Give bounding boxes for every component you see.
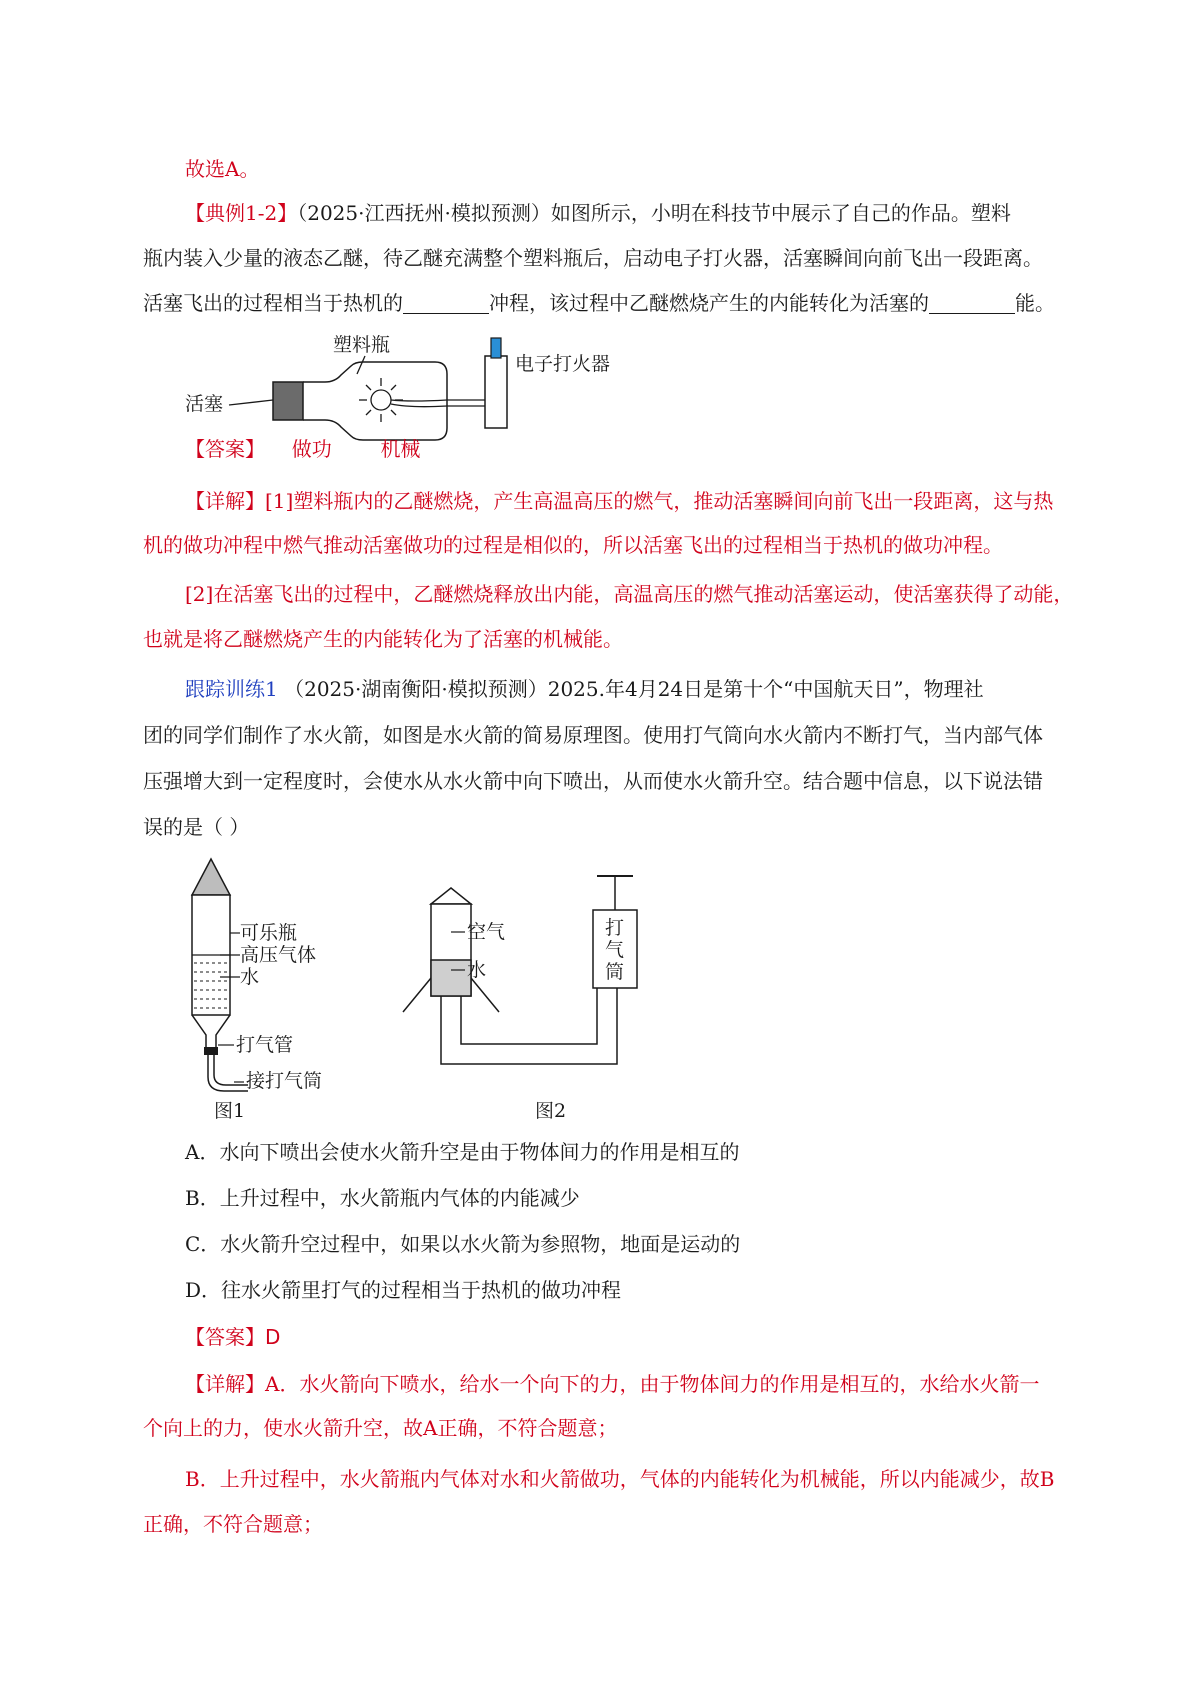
water-rocket-figure-2 <box>395 868 665 1090</box>
rocket-cone <box>192 859 230 895</box>
example-detail-1a <box>185 487 1053 515</box>
bottle-igniter-figure <box>185 330 611 440</box>
practice-line-3: 压强增大到一定程度时，会使水从水火箭中向下喷出，从而使水火箭升空。结合题中信息，以下说法错 <box>143 769 1043 793</box>
example-detail-1b: 机的做功冲程中燃气推动活塞做功的过程是相似的，所以活塞飞出的过程相当于热机的做功冲程。 <box>143 533 1003 557</box>
practice-line-2: 团的同学们制作了水火箭，如图是水火箭的简易原理图。使用打气筒向水火箭内不断打气，当内部气体 <box>143 723 1043 747</box>
option-b[interactable]: B．上升过程中，水火箭瓶内气体的内能减少 <box>185 1186 580 1210</box>
example-line-3 <box>143 289 1055 317</box>
practice-detail-a1-text: A．水火箭向下喷水，给水一个向下的力，由于物体间力的作用是相互的，水给水火箭一 <box>265 1372 1040 1396</box>
label-high-pressure-gas: 高压气体 <box>240 944 317 966</box>
connector <box>204 1047 218 1055</box>
practice-detail-b1: B．上升过程中，水火箭瓶内气体对水和火箭做功，气体的内能转化为机械能，所以内能减少，故B <box>185 1467 1055 1491</box>
detail-tag: 【详解】 <box>185 489 265 513</box>
label-connect-pump: 接打气筒 <box>246 1070 323 1092</box>
label-air-tube: 打气管 <box>236 1034 294 1056</box>
practice-detail-a1 <box>185 1370 1039 1398</box>
practice-tag: 跟踪训练1 <box>185 677 278 701</box>
label-igniter: 电子打火器 <box>515 353 611 375</box>
example-line-1-text: 如图所示，小明在科技节中展示了自己的作品。塑料 <box>550 201 1011 225</box>
option-a[interactable]: A．水向下喷出会使水火箭升空是由于物体间力的作用是相互的 <box>185 1140 740 1164</box>
option-c[interactable]: C．水火箭升空过程中，如果以水火箭为参照物，地面是运动的 <box>185 1232 741 1256</box>
answer-tag: 【答案】 <box>185 437 265 461</box>
igniter-body <box>485 356 507 428</box>
example-line-2: 瓶内装入少量的液态乙醚，待乙醚充满整个塑料瓶后，启动电子打火器，活塞瞬间向前飞出一段距离。 <box>143 246 1043 270</box>
example-detail-2a: [2]在活塞飞出的过程中，乙醚燃烧释放出内能，高温高压的燃气推动活塞运动，使活塞获得了动能， <box>185 582 1074 606</box>
label-cola-bottle: 可乐瓶 <box>240 922 298 944</box>
practice-answer-value: D <box>265 1325 281 1349</box>
practice-source: （2025·湖南衡阳·模拟预测） <box>284 677 548 701</box>
practice-detail-tag: 【详解】 <box>185 1372 265 1396</box>
practice-detail-b2: 正确，不符合题意； <box>143 1512 323 1536</box>
practice-answer-tag: 【答案】 <box>185 1325 265 1349</box>
label-bottle: 塑料瓶 <box>333 334 391 356</box>
pipe-outer <box>441 988 617 1064</box>
rocket-2-water <box>431 960 471 996</box>
example-line-3-b: 冲程，该过程中乙醚燃烧产生的内能转化为活塞的 <box>489 291 929 315</box>
label-pump-char-2: 气 <box>605 939 625 961</box>
practice-line-1 <box>185 675 984 703</box>
practice-line-4: 误的是（ ） <box>143 815 250 839</box>
detail-1a-text: [1]塑料瓶内的乙醚燃烧，产生高温高压的燃气，推动活塞瞬间向前飞出一段距离，这与热 <box>265 489 1054 513</box>
practice-line-1-text: 2025.年4月24日是第十个“中国航天日”，物理社 <box>547 677 984 701</box>
practice-detail-a2: 个向上的力，使水火箭升空，故A正确，不符合题意； <box>143 1416 618 1440</box>
example-line-3-c: 能。 <box>1015 291 1055 315</box>
example-line-1 <box>185 199 1011 227</box>
pipe-inner <box>461 988 597 1044</box>
example-detail-2b: 也就是将乙醚燃烧产生的内能转化为了活塞的机械能。 <box>143 627 623 651</box>
practice-answer <box>185 1323 280 1351</box>
answer-blank-2 <box>929 291 1015 314</box>
label-pump-char-3: 筒 <box>605 961 625 983</box>
label-water-2: 水 <box>467 959 487 981</box>
igniter-button <box>491 338 501 358</box>
answer-2: 机械 <box>380 437 421 461</box>
answer-blank-1 <box>403 291 489 314</box>
answer-1: 做功 <box>291 437 332 461</box>
figure-1-caption: 图1 <box>214 1100 246 1122</box>
example-line-3-a: 活塞飞出的过程相当于热机的 <box>143 291 403 315</box>
example-answer <box>185 435 420 463</box>
example-tag: 【典例1-2】 <box>185 201 298 225</box>
rocket-2-cone <box>431 888 471 904</box>
figure-2-caption: 图2 <box>535 1100 567 1122</box>
label-air: 空气 <box>467 921 506 943</box>
label-piston: 活塞 <box>185 393 224 415</box>
label-pump-char-1: 打 <box>605 917 625 939</box>
option-d[interactable]: D．往水火箭里打气的过程相当于热机的做功冲程 <box>185 1278 622 1302</box>
water-rocket-figure-1 <box>180 855 370 1095</box>
label-water-1: 水 <box>240 966 260 988</box>
piston-shape <box>273 382 303 420</box>
example-source: （2025·江西抚州·模拟预测） <box>297 201 551 225</box>
prev-answer: 故选A。 <box>185 157 260 181</box>
